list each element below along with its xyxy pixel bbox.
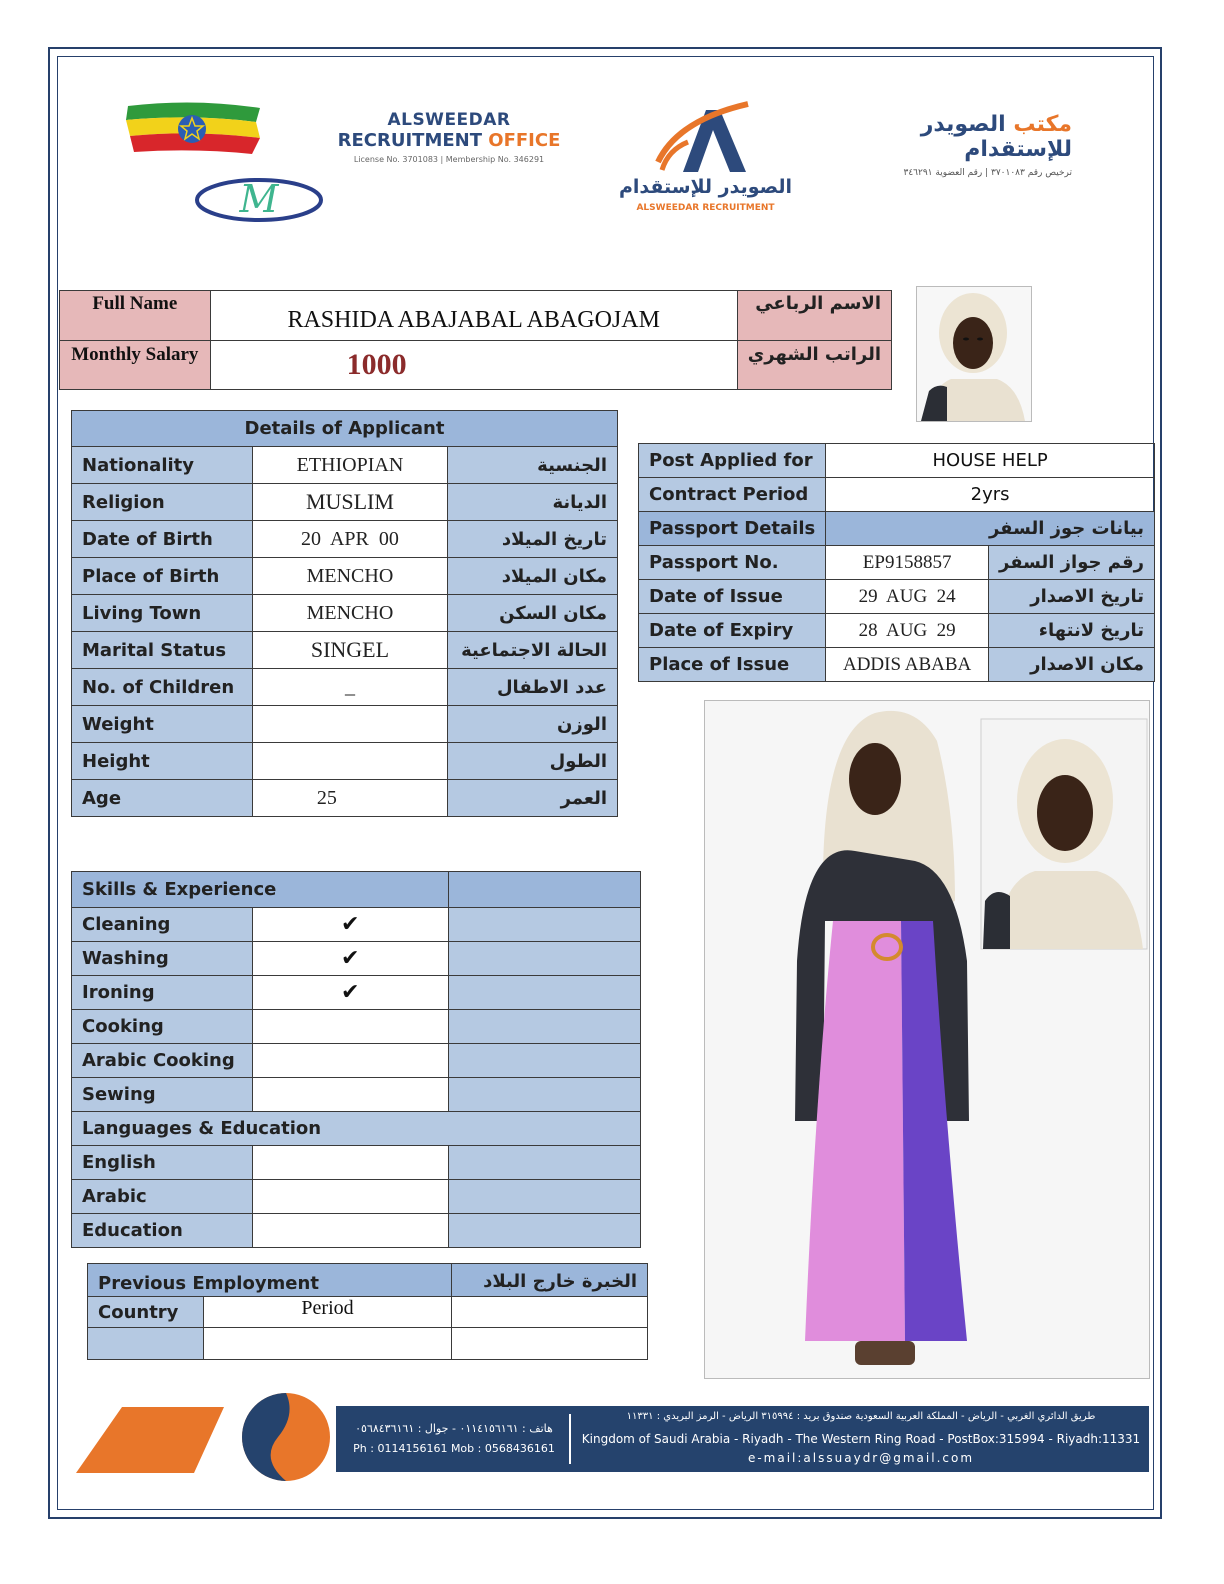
passport-details-ar: بيانات جوز السفر [826, 512, 1155, 546]
applicant-details-title: Details of Applicant [72, 411, 618, 447]
table-row [639, 580, 1155, 614]
pob-value: MENCHO [252, 558, 447, 595]
employment-country-cell [88, 1328, 204, 1360]
table-row [72, 447, 618, 484]
nationality-label: Nationality [72, 447, 253, 484]
table-row [72, 558, 618, 595]
country-label: Country [88, 1297, 204, 1328]
table-row [72, 1078, 641, 1112]
center-logo-ar: الصويدر للإستقدام [618, 176, 793, 198]
table-row [72, 669, 618, 706]
weight-label: Weight [72, 706, 253, 743]
sewing-extra [448, 1078, 641, 1112]
issue-date-value: 29 AUG 24 [826, 580, 989, 614]
height-ar: الطول [448, 743, 618, 780]
english-label: English [72, 1146, 253, 1180]
arabic-cooking-check [252, 1044, 448, 1078]
table-row [72, 908, 641, 942]
expiry-date-ar: تاريخ لانتهاء [989, 614, 1155, 648]
center-logo-en: ALSWEEDAR RECRUITMENT [636, 203, 775, 213]
marital-status-label: Marital Status [72, 632, 253, 669]
dob-ar: تاريخ الميلاد [448, 521, 618, 558]
brand-ar-logo [820, 112, 1072, 178]
ironing-label: Ironing [72, 976, 253, 1010]
washing-extra [448, 942, 641, 976]
footer-email[interactable]: e-mail:alssuaydr@gmail.com [747, 1451, 975, 1465]
arabic-extra [448, 1180, 641, 1214]
living-town-ar: مكان السكن [448, 595, 618, 632]
footer-divider [569, 1414, 571, 1464]
applicant-portrait-photo [916, 286, 1032, 422]
arabic-value [252, 1180, 448, 1214]
contract-value: 2yrs [826, 478, 1155, 512]
table-row [639, 614, 1155, 648]
employment-extra-header [452, 1297, 648, 1328]
period-label: Period [203, 1297, 451, 1328]
brand-en-license: License No. 3701083 | Membership No. 346291 [353, 155, 545, 164]
washing-check: ✔ [252, 942, 448, 976]
center-a-logo [618, 100, 793, 220]
table-row [72, 632, 618, 669]
table-row [639, 648, 1155, 682]
education-label: Education [72, 1214, 253, 1248]
issue-place-ar: مكان الاصدار [989, 648, 1155, 682]
footer-address-ar: طريق الدائري الغربي - الرياض - المملكة العربية السعودية صندوق بريد : ٣١٥٩٩٤ الرياض - الرمز البريدي : ١١٣٣١ [626, 1411, 1096, 1422]
issue-place-value: ADDIS ABABA [826, 648, 989, 682]
table-row [72, 706, 618, 743]
marital-status-value: SINGEL [252, 632, 447, 669]
nationality-ar: الجنسية [448, 447, 618, 484]
children-value: _ [252, 669, 447, 706]
full-name-label: Full Name [60, 291, 211, 341]
cooking-label: Cooking [72, 1010, 253, 1044]
table-row [72, 780, 618, 817]
full-name-value: RASHIDA ABAJABAL ABAGOJAM [210, 291, 737, 341]
sewing-check [252, 1078, 448, 1112]
skills-table [71, 871, 641, 1248]
living-town-label: Living Town [72, 595, 253, 632]
children-ar: عدد الاطفال [448, 669, 618, 706]
cleaning-extra [448, 908, 641, 942]
name-salary-table [59, 290, 892, 390]
age-value: 25 [252, 780, 447, 817]
passport-details-title: Passport Details [639, 512, 826, 546]
brand-en-line2: RECRUITMENT OFFICE [337, 130, 561, 151]
table-row [72, 1010, 641, 1044]
brand-en-logo [334, 110, 564, 164]
expiry-date-value: 28 AUG 29 [826, 614, 989, 648]
salary-ar: الراتب الشهري [737, 341, 891, 390]
footer-phone-ar: هاتف : ٠١١٤١٥٦١٦١ - جوال : ٠٥٦٨٤٣٦١٦١ [355, 1422, 553, 1435]
height-value [252, 743, 447, 780]
m-logo-letter: M [239, 177, 279, 221]
table-row [72, 1044, 641, 1078]
arabic-cooking-extra [448, 1044, 641, 1078]
dob-value: 20 APR 00 [252, 521, 447, 558]
weight-value [252, 706, 447, 743]
issue-date-ar: تاريخ الاصدار [989, 580, 1155, 614]
full-name-ar: الاسم الرباعي [737, 291, 891, 341]
height-label: Height [72, 743, 253, 780]
employment-extra-cell [452, 1328, 648, 1360]
english-value [252, 1146, 448, 1180]
cooking-check [252, 1010, 448, 1044]
passport-no-label: Passport No. [639, 546, 826, 580]
table-row [72, 1214, 641, 1248]
issue-date-label: Date of Issue [639, 580, 826, 614]
languages-title: Languages & Education [72, 1112, 641, 1146]
employment-title-ar: الخبرة خارج البلاد [452, 1264, 648, 1297]
living-town-value: MENCHO [252, 595, 447, 632]
skills-title-blank [448, 872, 641, 908]
ethiopia-flag-icon [124, 100, 264, 158]
issue-place-label: Place of Issue [639, 648, 826, 682]
pob-ar: مكان الميلاد [448, 558, 618, 595]
religion-value: MUSLIM [252, 484, 447, 521]
salary-label: Monthly Salary [60, 341, 211, 390]
table-row [72, 595, 618, 632]
arabic-cooking-label: Arabic Cooking [72, 1044, 253, 1078]
footer-phone-en: Ph : 0114156161 Mob : 0568436161 [353, 1442, 555, 1455]
brand-en-line1: ALSWEEDAR [387, 110, 511, 130]
table-row [88, 1328, 648, 1360]
m-logo-icon [194, 174, 324, 224]
table-row [72, 484, 618, 521]
employment-period-cell [203, 1328, 451, 1360]
religion-label: Religion [72, 484, 253, 521]
ironing-check: ✔ [252, 976, 448, 1010]
a-logo-icon [648, 100, 768, 175]
english-extra [448, 1146, 641, 1180]
brand-ar-title: مكتب الصويدر للإستقدام [920, 112, 1072, 162]
nationality-value: ETHIOPIAN [252, 447, 447, 484]
cleaning-label: Cleaning [72, 908, 253, 942]
post-label: Post Applied for [639, 444, 826, 478]
sewing-label: Sewing [72, 1078, 253, 1112]
ironing-extra [448, 976, 641, 1010]
marital-status-ar: الحالة الاجتماعية [448, 632, 618, 669]
arabic-label: Arabic [72, 1180, 253, 1214]
age-label: Age [72, 780, 253, 817]
table-row [72, 521, 618, 558]
expiry-date-label: Date of Expiry [639, 614, 826, 648]
weight-ar: الوزن [448, 706, 618, 743]
table-row [72, 743, 618, 780]
cleaning-check: ✔ [252, 908, 448, 942]
pob-label: Place of Birth [72, 558, 253, 595]
education-value [252, 1214, 448, 1248]
cooking-extra [448, 1010, 641, 1044]
education-extra [448, 1214, 641, 1248]
footer-logo-icon [74, 1387, 344, 1487]
employment-title: Previous Employment [88, 1264, 452, 1297]
religion-ar: الديانة [448, 484, 618, 521]
skills-title: Skills & Experience [72, 872, 449, 908]
salary-value: 1000 [210, 341, 737, 390]
passport-no-value: EP9158857 [826, 546, 989, 580]
table-row [72, 976, 641, 1010]
dob-label: Date of Birth [72, 521, 253, 558]
passport-no-ar: رقم جواز السفر [989, 546, 1155, 580]
post-value: HOUSE HELP [826, 444, 1155, 478]
age-ar: العمر [448, 780, 618, 817]
children-label: No. of Children [72, 669, 253, 706]
previous-employment-table [87, 1263, 648, 1360]
washing-label: Washing [72, 942, 253, 976]
footer-bar [336, 1406, 1149, 1472]
post-passport-table [638, 443, 1155, 682]
brand-ar-license: ترخيص رقم ٣٧٠١٠٨٣ | رقم العضوية ٣٤٦٢٩١ [903, 168, 1072, 178]
table-row [72, 1180, 641, 1214]
footer-address-en: Kingdom of Saudi Arabia - Riyadh - The Western Ring Road - PostBox:315994 - Riyadh:11331 [581, 1432, 1141, 1446]
applicant-details-table [71, 410, 618, 817]
applicant-full-body-photo [704, 700, 1150, 1379]
table-row [639, 546, 1155, 580]
contract-label: Contract Period [639, 478, 826, 512]
table-row [72, 1146, 641, 1180]
table-row [72, 942, 641, 976]
